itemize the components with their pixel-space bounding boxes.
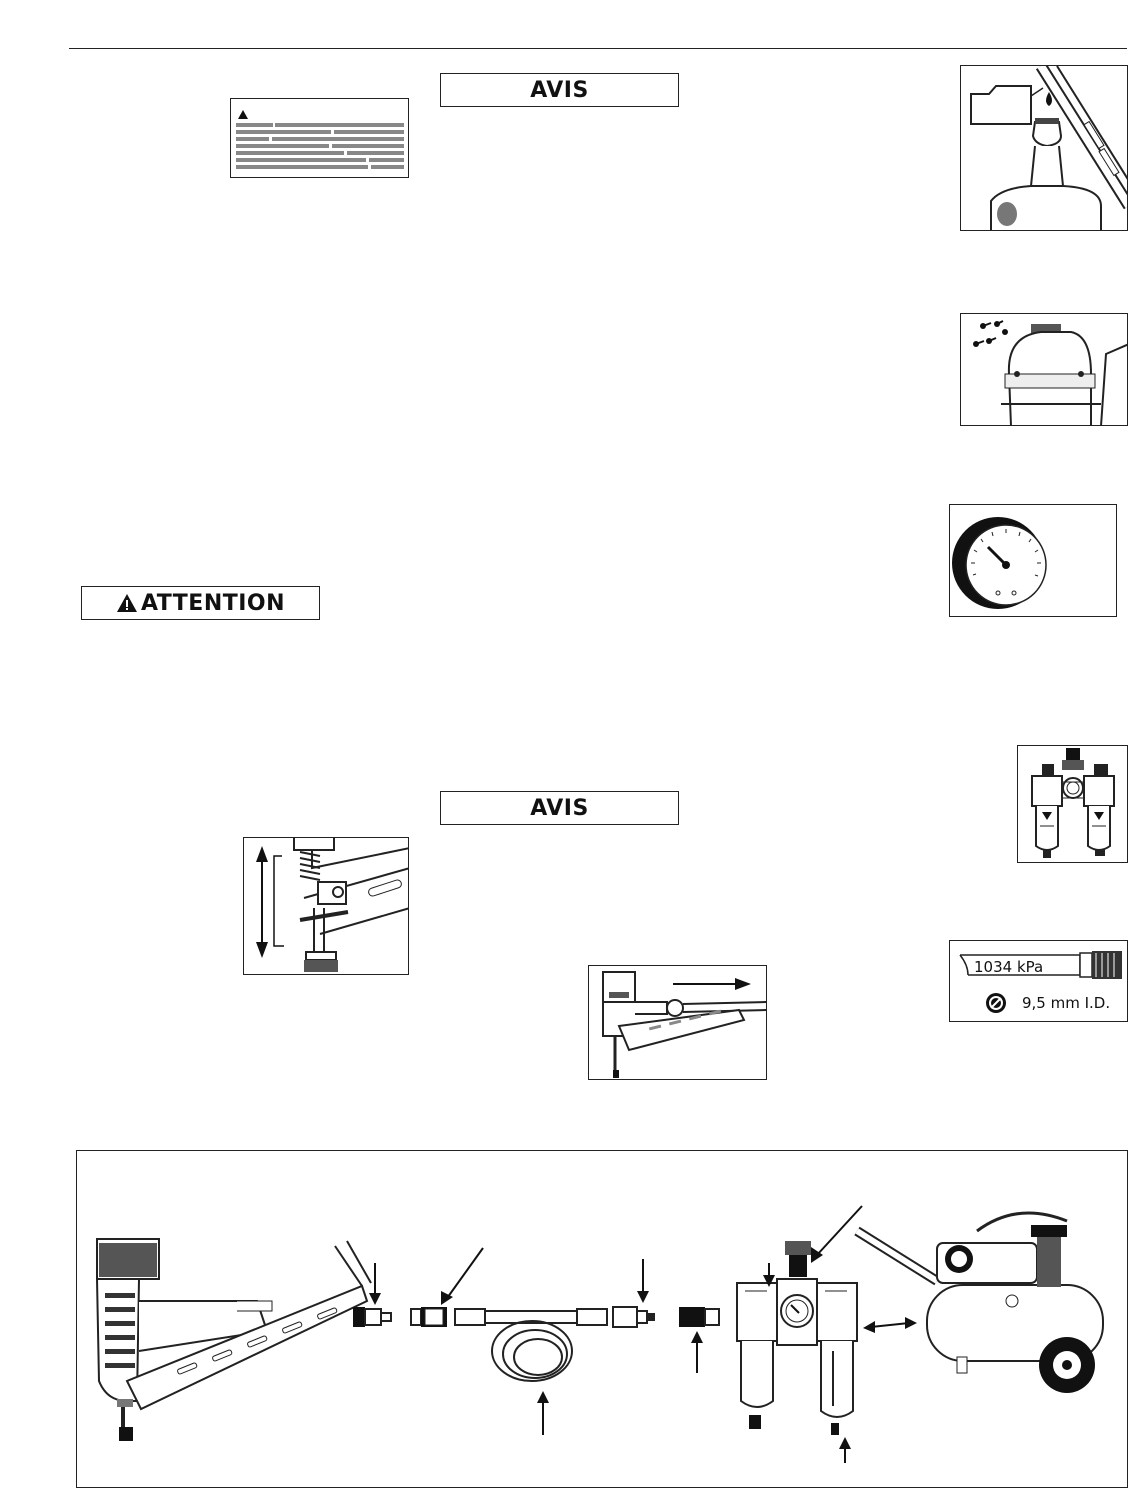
pressure-gauge-illustration	[949, 504, 1117, 617]
hose-rating-illustration	[949, 940, 1128, 1022]
depth-adjust-illustration	[243, 837, 409, 975]
avis-label: AVIS	[530, 795, 589, 821]
avis-banner-bottom	[440, 791, 679, 825]
coupler-illustration	[613, 1259, 655, 1327]
warning-triangle-icon	[116, 593, 138, 613]
air-compressor-illustration	[857, 1213, 1103, 1393]
avis-banner-top	[440, 73, 679, 107]
warning-triangle-icon	[238, 110, 248, 119]
air-hose-illustration	[455, 1309, 607, 1435]
hose-pressure-text: 1034 kPa	[974, 958, 1044, 976]
oil-drop-illustration	[960, 65, 1128, 231]
warning-label-illustration	[230, 98, 409, 178]
nailer-illustration	[97, 1239, 371, 1441]
avis-label: AVIS	[530, 77, 589, 103]
frl-unit-illustration	[737, 1206, 862, 1463]
double-arrow-icon	[863, 1317, 917, 1333]
air-puff-icon	[973, 321, 1008, 347]
exhaust-illustration	[960, 313, 1128, 426]
male-plug-illustration	[679, 1307, 719, 1373]
oil-drop-icon	[1046, 92, 1052, 106]
frl-unit-illustration	[1017, 745, 1128, 863]
nailer-pull-illustration	[588, 965, 767, 1080]
attention-label: ATTENTION	[140, 590, 286, 616]
top-rule	[69, 48, 1127, 49]
air-system-diagram	[76, 1150, 1128, 1488]
hose-diameter-text: 9,5 mm I.D.	[1022, 994, 1111, 1012]
attention-banner	[81, 586, 320, 620]
